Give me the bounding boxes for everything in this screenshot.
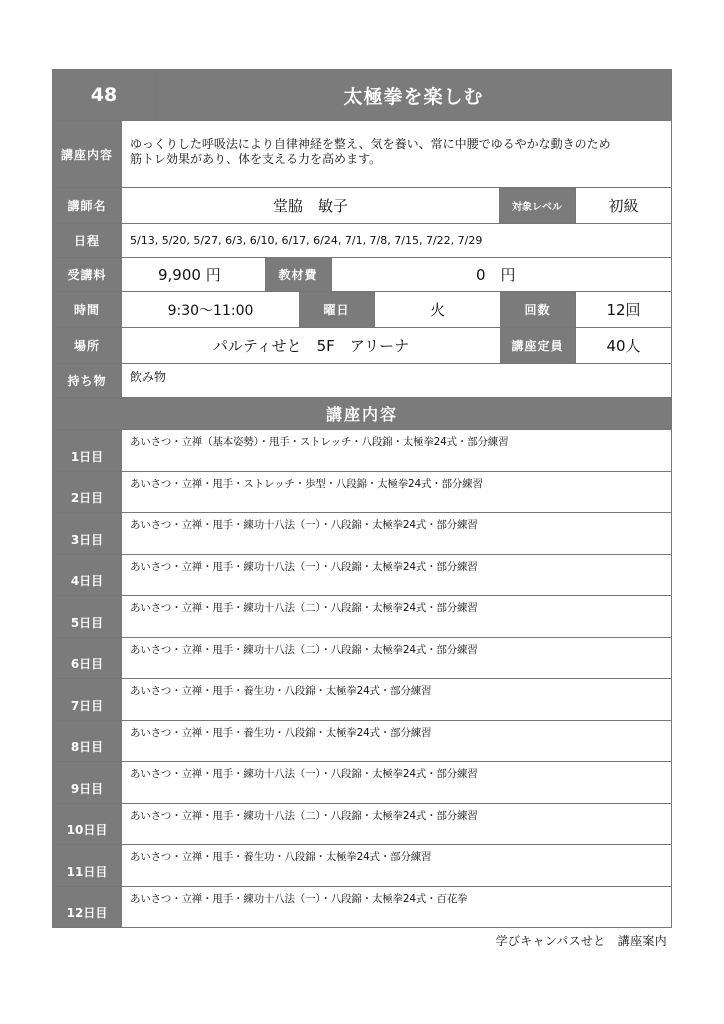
section-header-row bbox=[52, 398, 672, 430]
session-row bbox=[52, 638, 672, 680]
instructor-name: 堂脇 敏子 bbox=[121, 188, 499, 223]
fee-value: 9,900 円 bbox=[121, 258, 265, 291]
schedule-dates: 5/13, 5/20, 5/27, 6/3, 6/10, 6/17, 6/24, 7/1, 7/8, 7/15, 7/22, 7/29 bbox=[121, 224, 671, 257]
schedule-label: 日程 bbox=[53, 224, 121, 257]
session-content: あいさつ・立禅・甩手・練功十八法（一）・八段錦・太極拳24式・百花拳 bbox=[121, 887, 671, 928]
belongings-row bbox=[52, 364, 672, 398]
course-sheet bbox=[52, 69, 672, 928]
course-title: 太極拳を楽しむ bbox=[155, 70, 671, 120]
material-fee-label: 教材費 bbox=[265, 258, 331, 291]
place-label: 場所 bbox=[53, 328, 121, 363]
session-content: あいさつ・立禅・甩手・養生功・八段錦・太極拳24式・部分練習 bbox=[121, 679, 671, 720]
session-day: 12日目 bbox=[53, 887, 121, 928]
session-row bbox=[52, 430, 672, 472]
session-day: 5日目 bbox=[53, 596, 121, 637]
session-content: あいさつ・立禅・甩手・練功十八法（一）・八段錦・太極拳24式・部分練習 bbox=[121, 513, 671, 554]
time-value: 9:30～11:00 bbox=[121, 292, 299, 327]
belongings-value: 飲み物 bbox=[121, 364, 671, 397]
schedule-row bbox=[52, 224, 672, 258]
weekday-value: 火 bbox=[374, 292, 500, 327]
session-row bbox=[52, 679, 672, 721]
description-line-2: 筋トレ効果があり、体を支える力を高めます。 bbox=[130, 152, 382, 166]
instructor-row bbox=[52, 188, 672, 224]
session-day: 4日目 bbox=[53, 555, 121, 596]
session-content: あいさつ・立禅・甩手・練功十八法（一）・八段錦・太極拳24式・部分練習 bbox=[121, 555, 671, 596]
description-line-1: ゆっくりした呼吸法により自律神経を整え、気を養い、常に中腰でゆるやかな動きのため bbox=[130, 137, 611, 151]
session-row bbox=[52, 721, 672, 763]
session-content: あいさつ・立禅・甩手・ストレッチ・歩型・八段錦・太極拳24式・部分練習 bbox=[121, 472, 671, 513]
session-row bbox=[52, 472, 672, 514]
session-content: あいさつ・立禅・甩手・練功十八法（一）・八段錦・太極拳24式・部分練習 bbox=[121, 762, 671, 803]
count-value: 12回 bbox=[575, 292, 671, 327]
count-label: 回数 bbox=[500, 292, 575, 327]
session-content: あいさつ・立禅・甩手・練功十八法（二）・八段錦・太極拳24式・部分練習 bbox=[121, 596, 671, 637]
description-row bbox=[52, 121, 672, 188]
capacity-value: 40人 bbox=[575, 328, 671, 363]
fee-row bbox=[52, 258, 672, 292]
place-row bbox=[52, 328, 672, 364]
session-content: あいさつ・立禅・甩手・練功十八法（二）・八段錦・太極拳24式・部分練習 bbox=[121, 638, 671, 679]
level-value: 初級 bbox=[575, 188, 671, 223]
session-day: 3日目 bbox=[53, 513, 121, 554]
session-day: 9日目 bbox=[53, 762, 121, 803]
material-fee-value: 0 円 bbox=[331, 258, 671, 291]
session-row bbox=[52, 513, 672, 555]
footer-note: 学びキャンパスせと 講座案内 bbox=[495, 934, 667, 948]
time-row bbox=[52, 292, 672, 328]
session-day: 8日目 bbox=[53, 721, 121, 762]
session-day: 1日目 bbox=[53, 430, 121, 471]
instructor-label: 講師名 bbox=[53, 188, 121, 223]
session-row bbox=[52, 887, 672, 929]
place-value: パルティせと 5F アリーナ bbox=[121, 328, 500, 363]
level-label: 対象レベル bbox=[499, 188, 575, 223]
session-list bbox=[52, 430, 672, 928]
session-content: あいさつ・立禅・甩手・養生功・八段錦・太極拳24式・部分練習 bbox=[121, 845, 671, 886]
course-number: 48 bbox=[53, 70, 155, 120]
capacity-label: 講座定員 bbox=[500, 328, 575, 363]
fee-label: 受講料 bbox=[53, 258, 121, 291]
content-label: 講座内容 bbox=[53, 121, 121, 187]
session-content: あいさつ・立禅（基本姿勢）・甩手・ストレッチ・八段錦・太極拳24式・部分練習 bbox=[121, 430, 671, 471]
session-row bbox=[52, 596, 672, 638]
section-title: 講座内容 bbox=[53, 398, 671, 429]
session-content: あいさつ・立禅・甩手・練功十八法（二）・八段錦・太極拳24式・部分練習 bbox=[121, 804, 671, 845]
header-row bbox=[52, 69, 672, 121]
time-label: 時間 bbox=[53, 292, 121, 327]
session-row bbox=[52, 555, 672, 597]
session-row bbox=[52, 762, 672, 804]
session-day: 6日目 bbox=[53, 638, 121, 679]
description bbox=[121, 121, 671, 187]
session-content: あいさつ・立禅・甩手・養生功・八段錦・太極拳24式・部分練習 bbox=[121, 721, 671, 762]
belongings-label: 持ち物 bbox=[53, 364, 121, 397]
weekday-label: 曜日 bbox=[299, 292, 374, 327]
session-day: 10日目 bbox=[53, 804, 121, 845]
session-day: 2日目 bbox=[53, 472, 121, 513]
session-row bbox=[52, 845, 672, 887]
session-day: 7日目 bbox=[53, 679, 121, 720]
session-day: 11日目 bbox=[53, 845, 121, 886]
session-row bbox=[52, 804, 672, 846]
